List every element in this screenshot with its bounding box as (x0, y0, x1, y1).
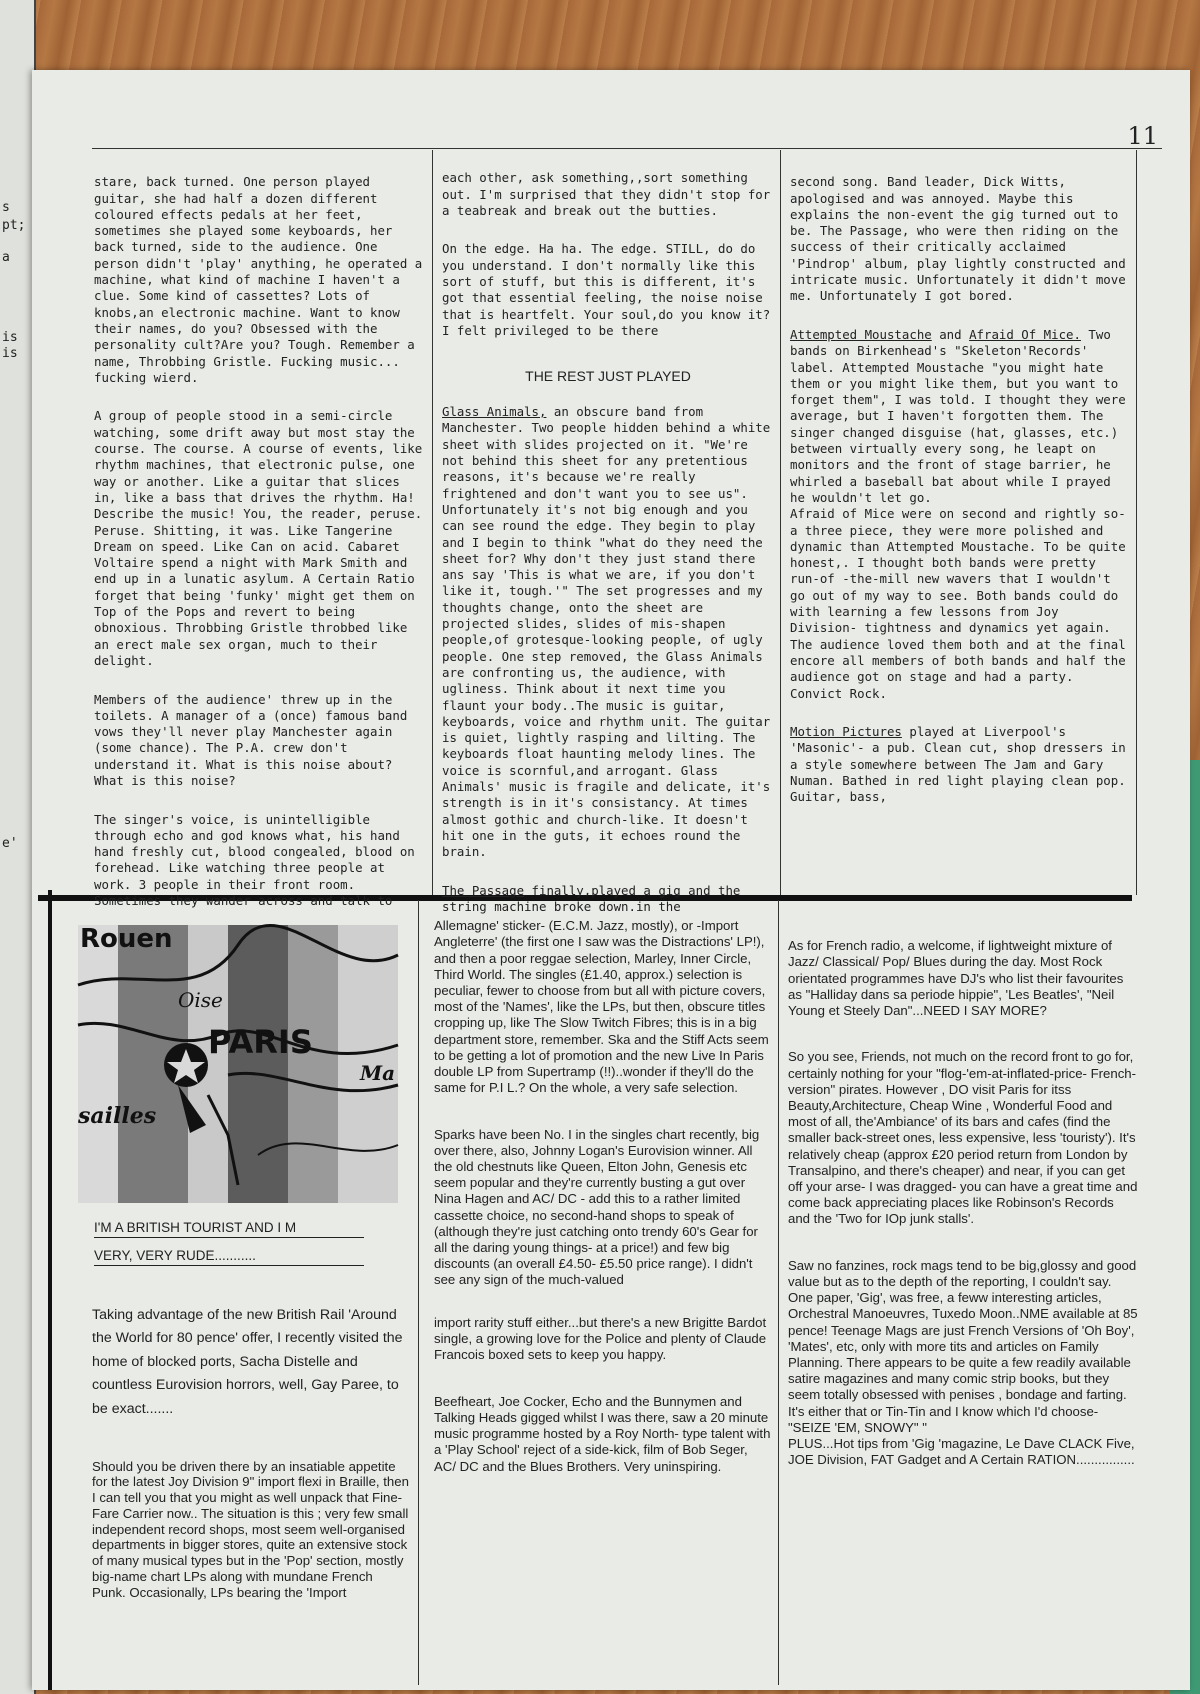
article-headline-line-2: VERY, VERY RUDE........... (94, 1248, 364, 1266)
left-fragment: is (2, 330, 18, 345)
column-divider (778, 900, 779, 1685)
left-fragment: is (2, 346, 18, 361)
section-heading: THE REST JUST PLAYED (525, 367, 691, 384)
left-fragment: pt; (2, 218, 26, 233)
paris-map-photo (78, 925, 398, 1203)
travel-column-3 (788, 922, 1138, 1687)
top-rule (92, 148, 1162, 149)
paragraph: Members of the audience' threw up in the toilets. A manager of a (once) famous band vows they'll never play Manchester again (some chance). The P.A. crew don't understand it. What is this noise about? What is this noise? (94, 691, 408, 788)
paragraph: Taking advantage of the new British Rail 'Around the World for 80 pence' offer, I recently visited the home of blocked ports, Sacha Distelle and countless Eurovision horrors, well, Gay Paree, to be exact....... (92, 1306, 403, 1417)
map-label-rouen: Rouen (80, 924, 173, 954)
band-name: Attempted Moustache (790, 326, 932, 342)
zine-page (32, 70, 1190, 1690)
paragraph: The singer's voice, is unintelligible through echo and god knows what, his hand hand freshly cut, blood congealed, blood on forehead. Like watching three people at work. 3 people in their front room. Sometimes they wander across and talk to (94, 811, 415, 909)
paragraph: import rarity stuff either...but there's a new Brigitte Bardot single, a growing love for the Police and plenty of Claude Francois boxed sets to keep you happy. (434, 1314, 767, 1363)
map-label-paris: PARIS (208, 1023, 313, 1061)
paragraph: Allemagne' sticker- (E.C.M. Jazz, mostly), or -Import Angleterre' (the first one I saw was the Distractions' LP!), and then a poor reggae selection, Marley, Inner Circle, Third World. The singles (£1.40, approx.) selection is peculiar, fewer to choose from but all with picture covers, most of the 'Names', like the LPs, but then, obscure titles cropping up, like The Slow Twitch Fibres; this is in a big department store, remember. Ska and the Stiff Acts seem to be getting a lot of promotion and the new Live In Paris double LP from Supertramp (!!)..wonder if they'll do the same for P.I L.? On the whole, a very safe selection. (434, 918, 769, 1096)
band-name: Motion Pictures (790, 724, 902, 740)
left-fragment: e' (2, 836, 18, 851)
paragraph-text: Two bands on Birkenhead's "Skeleton'Records' label. Attempted Moustache "you might hate them or you might like them, but you want to forget them", I was told. I thought they were average, but I haven't forgotten them. The singer changed disguise (hat, glasses, etc.) between virtually every song, he leapt on monitors and the front of stage barrier, he whirled a baseball bat about while I prayed he wouldn't let go. Afraid of Mice were on second and rightly so- a three piece, they were more polished and dynamic than Attempted Moustache. To be quite honest,. I thought both bands were pretty run-of -the-mill new wavers that I wouldn't go out of my way to see. Both bands could do with learning a few lessons from Joy Division- tightness and dynamics yet again. The audience loved them both and at the final encore all members of both bands and half the audience got on stage and had a party. Convict Rock. (790, 326, 1126, 701)
paragraph: stare, back turned. One person played guitar, she had half a dozen different coloured effects pedals at her feet, sometimes she played some keyboards, her back turned, side to the audience. One person didn't 'play' anything, he operated a machine, what kind of machine I haven't a clue. Some kind of cassettes? Lots of knobs,an electronic machine. Want to know their names, do you? Obsessed with the personality cult?Are you? Tough. Remember a name, Throbbing Gristle. Fucking music... fucking wierd. (94, 174, 423, 385)
band-name: Glass Animals, (442, 404, 547, 420)
article-column-3 (790, 158, 1130, 894)
band-name: The Passage (442, 882, 525, 898)
column-divider (780, 150, 781, 895)
column-divider (1136, 150, 1137, 895)
left-page-edge (0, 0, 36, 1694)
paragraph (442, 404, 774, 860)
column-divider (432, 150, 433, 895)
article-column-2 (442, 154, 774, 915)
paragraph (790, 724, 1130, 805)
paragraph: As for French radio, a welcome, if lightweight mixture of Jazz/ Classical/ Pop/ Blues during the day. Most Rock orientated programmes have DJ's who list their favourites as "Halliday dans sa periode hippie", 'Les Beatles', "Neil Young et Steely Dan"...NEED I SAY MORE? (788, 938, 1124, 1019)
paragraph: Should you be driven there by an insatiable appetite for the latest Joy Division 9" import flexi in Braille, then I can tell you that you might as well unpack that Fine-Fare Carrier now.. The situation is this ; very few small independent record shops, most seem well-organised departments in bigger stores, quite an extensive stock of many musical types but in the 'Pop' section, mostly big-name chart LPs along with mundane French Punk. Occasionally, LPs bearing the 'Import (92, 1458, 409, 1600)
paragraph: second song. Band leader, Dick Witts, apologised and was annoyed. Maybe this explains the non-event the gig turned out to be. The Passage, who were then riding on the success of their critically acclaimed 'Pindrop' album, play lightly constructed and intricate music. Unfortunately it didn't move me. Unfortunately I got bored. (790, 174, 1126, 304)
paragraph (790, 327, 1130, 702)
page-number: 11 (1127, 122, 1158, 150)
travel-column-2 (434, 902, 772, 1687)
paragraph: Saw no fanzines, rock mags tend to be big,glossy and good value but as to the depth of the reporting, I couldn't say. One paper, 'Gig', was free, a feww interesting articles, Orchestral Manoeuvres, Tuxedo Moon..NME available at 85 pence! Teenage Mags are just French Versions of 'Oh Boy', 'Mates', etc, only with more tits and articles on Family Planning. There appears to be quite a few readily available satire magazines and many comic strip books, but they seem totally obsessed with penises , bondage and farting. It's either that or Tin-Tin and I know which I'd choose- "SEIZE 'EM, SNOWY" " PLUS...Hot tips from 'Gig 'magazine, Le Dave CLACK Five, JOE Division, FAT Gadget and A Certain RATION................ (788, 1257, 1138, 1468)
map-label-marne: Ma (360, 1061, 396, 1085)
paragraph: A group of people stood in a semi-circle watching, some drift away but most stay the course. The course. A course of events, like rhythm machines, that electronic pulse, one way or another. Like a guitar that slices in, like a bass that drives the rhythm. Ha! Describe the music! You, the reader, peruse. Peruse. Shitting, it was. Like Tangerine Dream on speed. Like Can on acid. Cabaret Voltaire spend a night with Mark Smith and end up in a lunatic asylum. A Certain Ratio forget that being 'funky' might get them on Top of the Pops and revert to being obnoxious. Throbbing Gristle throbbed like an erect male sex organ, much to their delight. (94, 408, 423, 668)
paragraph-text: finally,played a gig and the string machine broke down.in the (442, 882, 741, 915)
map-label-oise: Oise (178, 988, 223, 1012)
paragraph-text: played at Liverpool's 'Masonic'- a pub. Clean cut, shop dressers in a style somewhere between The Jam and Gary Numan. Bathed in red light playing clean pop. Guitar, bass, (790, 724, 1126, 805)
left-fragment: s (2, 200, 10, 215)
article-column-1 (94, 158, 426, 909)
band-name: Afraid Of Mice. (969, 326, 1081, 342)
article-headline-line-1: I'M A BRITISH TOURIST AND I M (94, 1220, 364, 1238)
left-fragment: a (2, 250, 10, 265)
travel-column-1 (92, 1280, 410, 1685)
paragraph: So you see, Friends, not much on the record front to go for, certainly nothing for your "flog-'em-at-inflated-price- French-version" pirates. However , DO visit Paris for itss Beauty,Architecture, Cheap Wine , Wonderful Food and most of all, the'Ambiance' of its bars and cafes (find the smaller back-street ones, less expensive, less 'touristy'). It's relatively cheap (approx £20 period return from London by Transalpino, and there's cheaper) and near, if you can get off your arse- I was dragged- you can have a great time and come back appreciating places like Robinson's Records and the 'Two for IOp junk stalls'. (788, 1049, 1138, 1227)
paragraph-text: and (931, 326, 970, 342)
map-label-versailles: sailles (78, 1103, 157, 1129)
paragraph: Sparks have been No. I in the singles chart recently, big over there, also, Johnny Logan's Eurovision winner. All the old chestnuts like Queen, Elton John, Genesis etc seem popular and they're currently busting a gut over Nina Hagen and AC/ DC - add this to a rather limited cassette choice, no second-hand shops to speak of (although they're just catching onto trendy 60's Gear for all the daring young things- at a price!) and few big discounts (an overall £4.50- £5.50 price range). I didn't see any sign of the much-valued (434, 1126, 760, 1288)
column-divider (418, 900, 419, 1685)
paragraph: Beefheart, Joe Cocker, Echo and the Bunnymen and Talking Heads gigged whilst I was there, saw a 20 minute music programme hosted by a Roy North- type talent with a 'Play School' reject of a side-kick, film of Bob Seger, AC/ DC and the Blues Brothers. Very uninspiring. (434, 1393, 771, 1474)
paragraph: each other, ask something,,sort something out. I'm surprised that they didn't stop for a teabreak and break out the butties. (442, 170, 771, 218)
paragraph-text: an obscure band from Manchester. Two people hidden behind a white sheet with slides projected on it. "We're not behind this sheet for any pretentious reasons, it's because we're really frightened and don't want you to see us". Unfortunately it's not big enough and you can see round the edge. They begin to play and I begin to think "what do they need the sheet for? Why don't they just stand there ans say 'This is what we are, if you don't like it, tough.'" The set progresses and my thoughts change, onto the sheet are projected slides, slides of mis-shapen people,of grotesque-looking people, of ugly people. One step removed, the Glass Animals are confronting us, the audience, with ugliness. Think about it next time you flaunt your body..The music is guitar, keyboards, voice and rhythm unit. The guitar is quiet, lightly rasping and lilting. The keyboards float haunting melody lines. The voice is scornful,and arrogant. Glass Animals' music is fragile and delicate, it's strength is in it's consistancy. At times almost gothic and church-like. It doesn't hit one in the guts, it echoes round the brain. (442, 404, 771, 860)
left-border (48, 890, 52, 1690)
paragraph: On the edge. Ha ha. The edge. STILL, do do you understand. I don't normally like this sort of stuff, but this is different, it's got that essential feeling, the noise noise that is heartfelt. Your soul,do you know it? I felt privileged to be there (442, 241, 771, 338)
